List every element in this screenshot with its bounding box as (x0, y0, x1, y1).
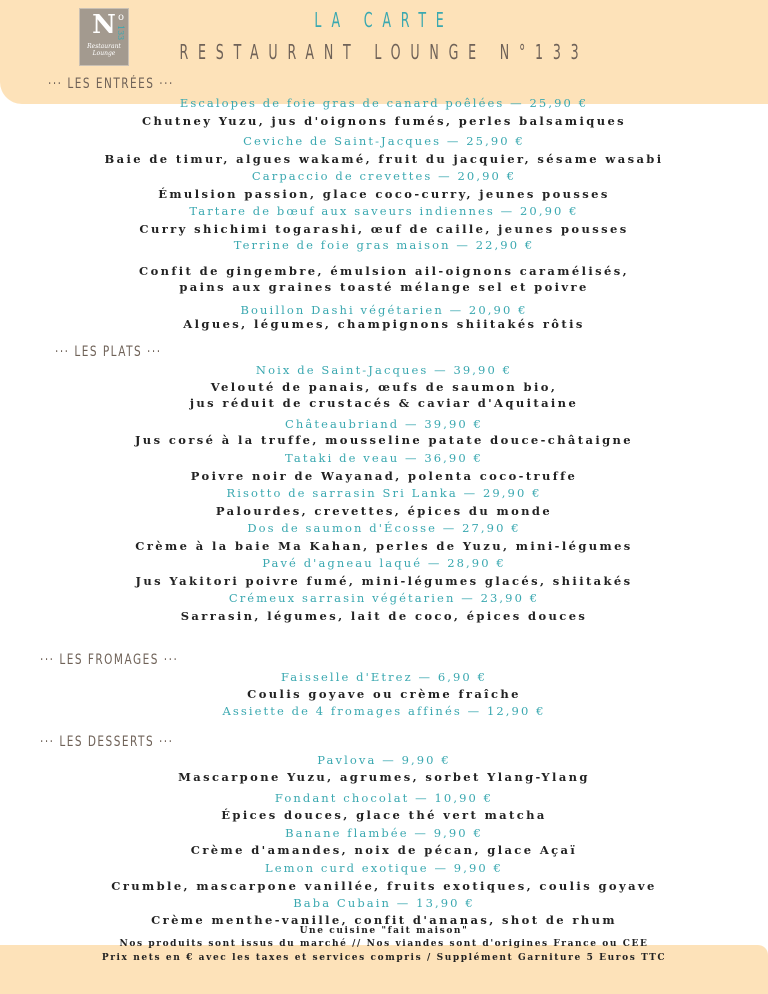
menu-item-desc: Poivre noir de Wayanad, polenta coco-truffe (190, 469, 578, 483)
section-heading-plats: ··· LES PLATS ··· (55, 344, 162, 360)
menu-item-name: Tataki de veau — 36,90 € (285, 451, 483, 465)
menu-item-name: Lemon curd exotique — 9,90 € (265, 861, 503, 875)
menu-item-desc: Jus corsé à la truffe, mousseline patate douce-châtaigne (134, 433, 634, 447)
menu-item-name: Baba Cubain — 13,90 € (293, 896, 475, 910)
menu-item-name: Pavé d'agneau laqué — 28,90 € (262, 556, 506, 570)
menu-item-name: Dos de saumon d'Écosse — 27,90 € (247, 521, 521, 535)
menu-item-name: Escalopes de foie gras de canard poêlées — 25,90 € (179, 96, 589, 110)
page-title: LA CARTE (314, 8, 454, 32)
footer-prices: Prix nets en € avec les taxes et services compris / Supplément Garniture 5 Euros TTC (101, 953, 667, 963)
menu-item-name: Noix de Saint-Jacques — 39,90 € (255, 363, 513, 377)
menu-item-name: Terrine de foie gras maison — 22,90 € (233, 238, 535, 252)
menu-item-desc: jus réduit de crustacés & caviar d'Aquitaine (189, 396, 579, 410)
menu-item-desc: Coulis goyave ou crème fraîche (247, 687, 521, 701)
menu-item-desc: Crème à la baie Ma Kahan, perles de Yuzu, mini-légumes (135, 539, 633, 553)
menu-item-name: Tartare de bœuf aux saveurs indiennes — 20,90 € (189, 204, 579, 218)
menu-item-desc: Crumble, mascarpone vanillée, fruits exotiques, coulis goyave (111, 879, 657, 893)
menu-item-name: Carpaccio de crevettes — 20,90 € (251, 169, 517, 183)
logo-o: o (117, 12, 124, 23)
logo-n: N (92, 10, 116, 40)
menu-item-name: Pavlova — 9,90 € (317, 753, 451, 767)
menu-item-desc: Jus Yakitori poivre fumé, mini-légumes glacés, shiitakés (135, 574, 633, 588)
footer-homemade: Une cuisine "fait maison" (299, 926, 469, 936)
menu-item-name: Châteaubriand — 39,90 € (285, 417, 483, 431)
menu-item-name: Fondant chocolat — 10,90 € (274, 791, 494, 805)
page-subtitle: RESTAURANT LOUNGE N°133 (179, 40, 589, 64)
menu-item-desc: Confit de gingembre, émulsion ail-oignons caramélisés, (139, 264, 629, 278)
section-heading-entrees: ··· LES ENTRÉES ··· (48, 76, 174, 92)
section-heading-fromages: ··· LES FROMAGES ··· (40, 652, 179, 668)
menu-item-name: Crémeux sarrasin végétarien — 23,90 € (228, 591, 540, 605)
menu-item-desc: Algues, légumes, champignons shiitakés rôtis (183, 317, 585, 331)
logo-subtitle: Restaurant Lounge (87, 43, 121, 57)
menu-item-desc: Chutney Yuzu, jus d'oignons fumés, perles balsamiques (141, 114, 627, 128)
menu-item-name: Ceviche de Saint-Jacques — 25,90 € (243, 134, 525, 148)
footer-origin: Nos produits sont issus du marché // Nos viandes sont d'origines France ou CEE (119, 939, 649, 949)
menu-item-desc: Crème menthe-vanille, confit d'ananas, shot de rhum (151, 913, 617, 927)
menu-item-desc: Mascarpone Yuzu, agrumes, sorbet Ylang-Ylang (178, 770, 590, 784)
menu-item-desc: Palourdes, crevettes, épices du monde (215, 504, 553, 518)
menu-item-name: Risotto de sarrasin Sri Lanka — 29,90 € (226, 486, 542, 500)
menu-item-desc: Velouté de panais, œufs de saumon bio, (210, 380, 558, 394)
menu-item-desc: pains aux graines toasté mélange sel et poivre (179, 280, 589, 294)
menu-item-name: Faisselle d'Etrez — 6,90 € (280, 670, 488, 684)
menu-item-desc: Curry shichimi togarashi, œuf de caille, jeunes pousses (139, 222, 629, 236)
section-heading-desserts: ··· LES DESSERTS ··· (40, 734, 174, 750)
menu-item-desc: Épices douces, glace thé vert matcha (221, 808, 547, 822)
menu-item-name: Assiette de 4 fromages affinés — 12,90 € (222, 704, 546, 718)
menu-item-name: Banane flambée — 9,90 € (285, 826, 483, 840)
menu-item-desc: Émulsion passion, glace coco-curry, jeunes pousses (158, 187, 610, 201)
menu-item-desc: Sarrasin, légumes, lait de coco, épices douces (180, 609, 588, 623)
menu-item-desc: Baie de timur, algues wakamé, fruit du jacquier, sésame wasabi (104, 152, 664, 166)
logo-number: 133 (116, 25, 125, 41)
menu-item-desc: Crème d'amandes, noix de pécan, glace Açaï (190, 843, 578, 857)
menu-item-name: Bouillon Dashi végétarien — 20,90 € (240, 303, 528, 317)
